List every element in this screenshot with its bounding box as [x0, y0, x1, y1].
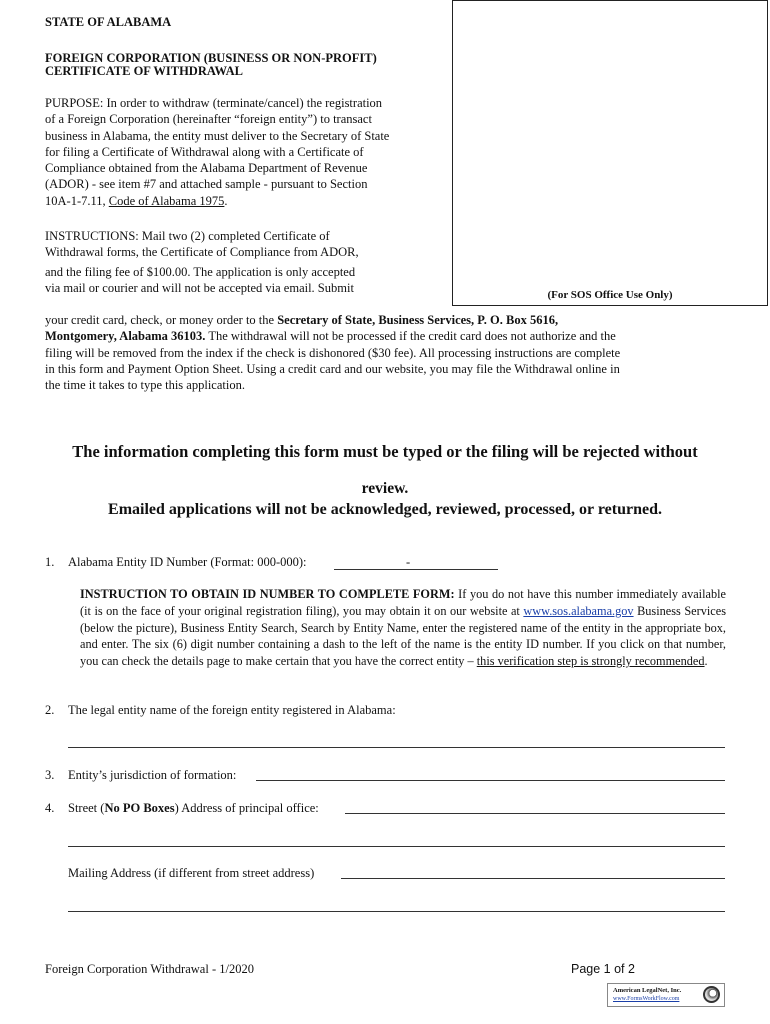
instructions-line: filing will be removed from the index if the check is dishonored ($30 fee). All processing instructions are complete [45, 345, 621, 360]
purpose-line: for filing a Certificate of Withdrawal along with a Certificate of [45, 144, 364, 159]
sos-office-use-label: (For SOS Office Use Only) [547, 289, 673, 301]
item-2-label: The legal entity name of the foreign entity registered in Alabama: [68, 703, 396, 717]
purpose-line: (ADOR) - see item #7 and attached sample - pursuant to Section [45, 177, 368, 192]
instructions-line: Withdrawal forms, the Certificate of Compliance from ADOR, [45, 245, 359, 260]
street-address-field-line2[interactable] [68, 846, 725, 847]
id-instruction-block [80, 586, 726, 670]
instructions-line: in this form and Payment Option Sheet. Using a credit card and our website, you may file the Withdrawal online in [45, 361, 620, 376]
instructions-line: via mail or courier and will not be accepted via email. Submit [45, 280, 354, 295]
purpose-paragraph [45, 95, 445, 209]
purpose-line: PURPOSE: In order to withdraw (terminate/cancel) the registration [45, 96, 383, 110]
jurisdiction-field[interactable] [256, 780, 725, 781]
sos-website-link[interactable]: www.sos.alabama.gov [523, 603, 634, 618]
logo-company-name: American LegalNet, Inc. [613, 987, 682, 994]
item-4-text: ) Address of principal office: [174, 801, 319, 815]
eagle-seal-icon [703, 986, 720, 1003]
state-heading: STATE OF ALABAMA [45, 15, 172, 29]
item-1-label: Alabama Entity ID Number (Format: 000-000): [68, 555, 307, 569]
sos-mailing-address: Secretary of State, Business Services, P. O. Box 5616, [277, 313, 559, 327]
item-4-number: 4. [45, 801, 55, 815]
instructions-line [45, 328, 765, 344]
page-number: Page 1 of 2 [571, 962, 635, 976]
item-2-number: 2. [45, 703, 55, 717]
period: . [224, 193, 228, 208]
entity-id-dash: - [406, 555, 411, 569]
email-warning: Emailed applications will not be acknowledged, reviewed, processed, or returned. [108, 501, 662, 518]
item-3-label: Entity’s jurisdiction of formation: [68, 768, 237, 782]
id-instruction-text: Business Services (below the picture), Business Entity Search, Search by Entity Name, enter the registered name of the entity in the appropriate box, and enter. The six (6) digit number containing a dash to the left of the name is the entity ID number. If you click on that number, you can check the details page to make certain that you have the correct entity – [80, 603, 726, 669]
instructions-paragraph-bottom [45, 312, 765, 393]
item-1-number: 1. [45, 555, 55, 569]
verification-note: this verification step is strongly recommended [476, 654, 705, 669]
entity-id-field[interactable] [334, 569, 498, 570]
instructions-paragraph-top [45, 228, 449, 296]
purpose-line: Compliance obtained from the Alabama Department of Revenue [45, 161, 368, 176]
id-instruction-heading: INSTRUCTION TO OBTAIN ID NUMBER TO COMPLETE FORM: [80, 587, 455, 601]
mailing-address-label: Mailing Address (if different from street address) [68, 866, 315, 880]
instructions-line: and the filing fee of $100.00. The application is only accepted [45, 264, 356, 279]
legal-entity-name-field[interactable] [68, 747, 725, 748]
footer-form-version: Foreign Corporation Withdrawal - 1/2020 [45, 962, 254, 976]
typed-warning-line2: review. [361, 480, 409, 497]
sos-office-use-box [452, 0, 768, 306]
american-legalnet-logo [607, 983, 725, 1007]
instructions-line [45, 312, 765, 328]
form-title-line1: FOREIGN CORPORATION (BUSINESS OR NON-PROFIT) [45, 51, 377, 65]
section-ref: 10A-1-7.11, [45, 193, 109, 208]
instructions-text: your credit card, check, or money order to the [45, 313, 278, 327]
id-instruction-text: If you do not have this number immediately available (it is on the face of your original registration filing), you may obtain it on our website at [80, 587, 726, 618]
period: . [704, 654, 708, 669]
purpose-line: business in Alabama, the entity must deliver to the Secretary of State [45, 128, 390, 143]
mailing-address-field[interactable] [341, 878, 725, 879]
item-3-number: 3. [45, 768, 55, 782]
item-4-label [68, 801, 319, 816]
purpose-line: of a Foreign Corporation (hereinafter “foreign entity”) to transact [45, 112, 372, 127]
mailing-address-field-line2[interactable] [68, 911, 725, 912]
street-address-field[interactable] [345, 813, 725, 814]
instructions-text: The withdrawal will not be processed if the credit card does not authorize and the [205, 329, 616, 344]
instructions-line: the time it takes to type this application. [45, 378, 245, 393]
typed-warning-line1: The information completing this form must be typed or the filing will be rejected without [72, 442, 698, 461]
form-title-line2: CERTIFICATE OF WITHDRAWAL [45, 64, 243, 78]
logo-website: www.FormsWorkFlow.com [613, 996, 680, 1002]
no-po-boxes: No PO Boxes [104, 801, 175, 815]
instructions-line: INSTRUCTIONS: Mail two (2) completed Certificate of [45, 229, 330, 243]
sos-city-zip: Montgomery, Alabama 36103. [45, 329, 206, 344]
purpose-line-last [45, 193, 445, 209]
code-of-alabama-ref: Code of Alabama 1975 [108, 193, 225, 208]
item-4-text: Street ( [68, 801, 105, 815]
